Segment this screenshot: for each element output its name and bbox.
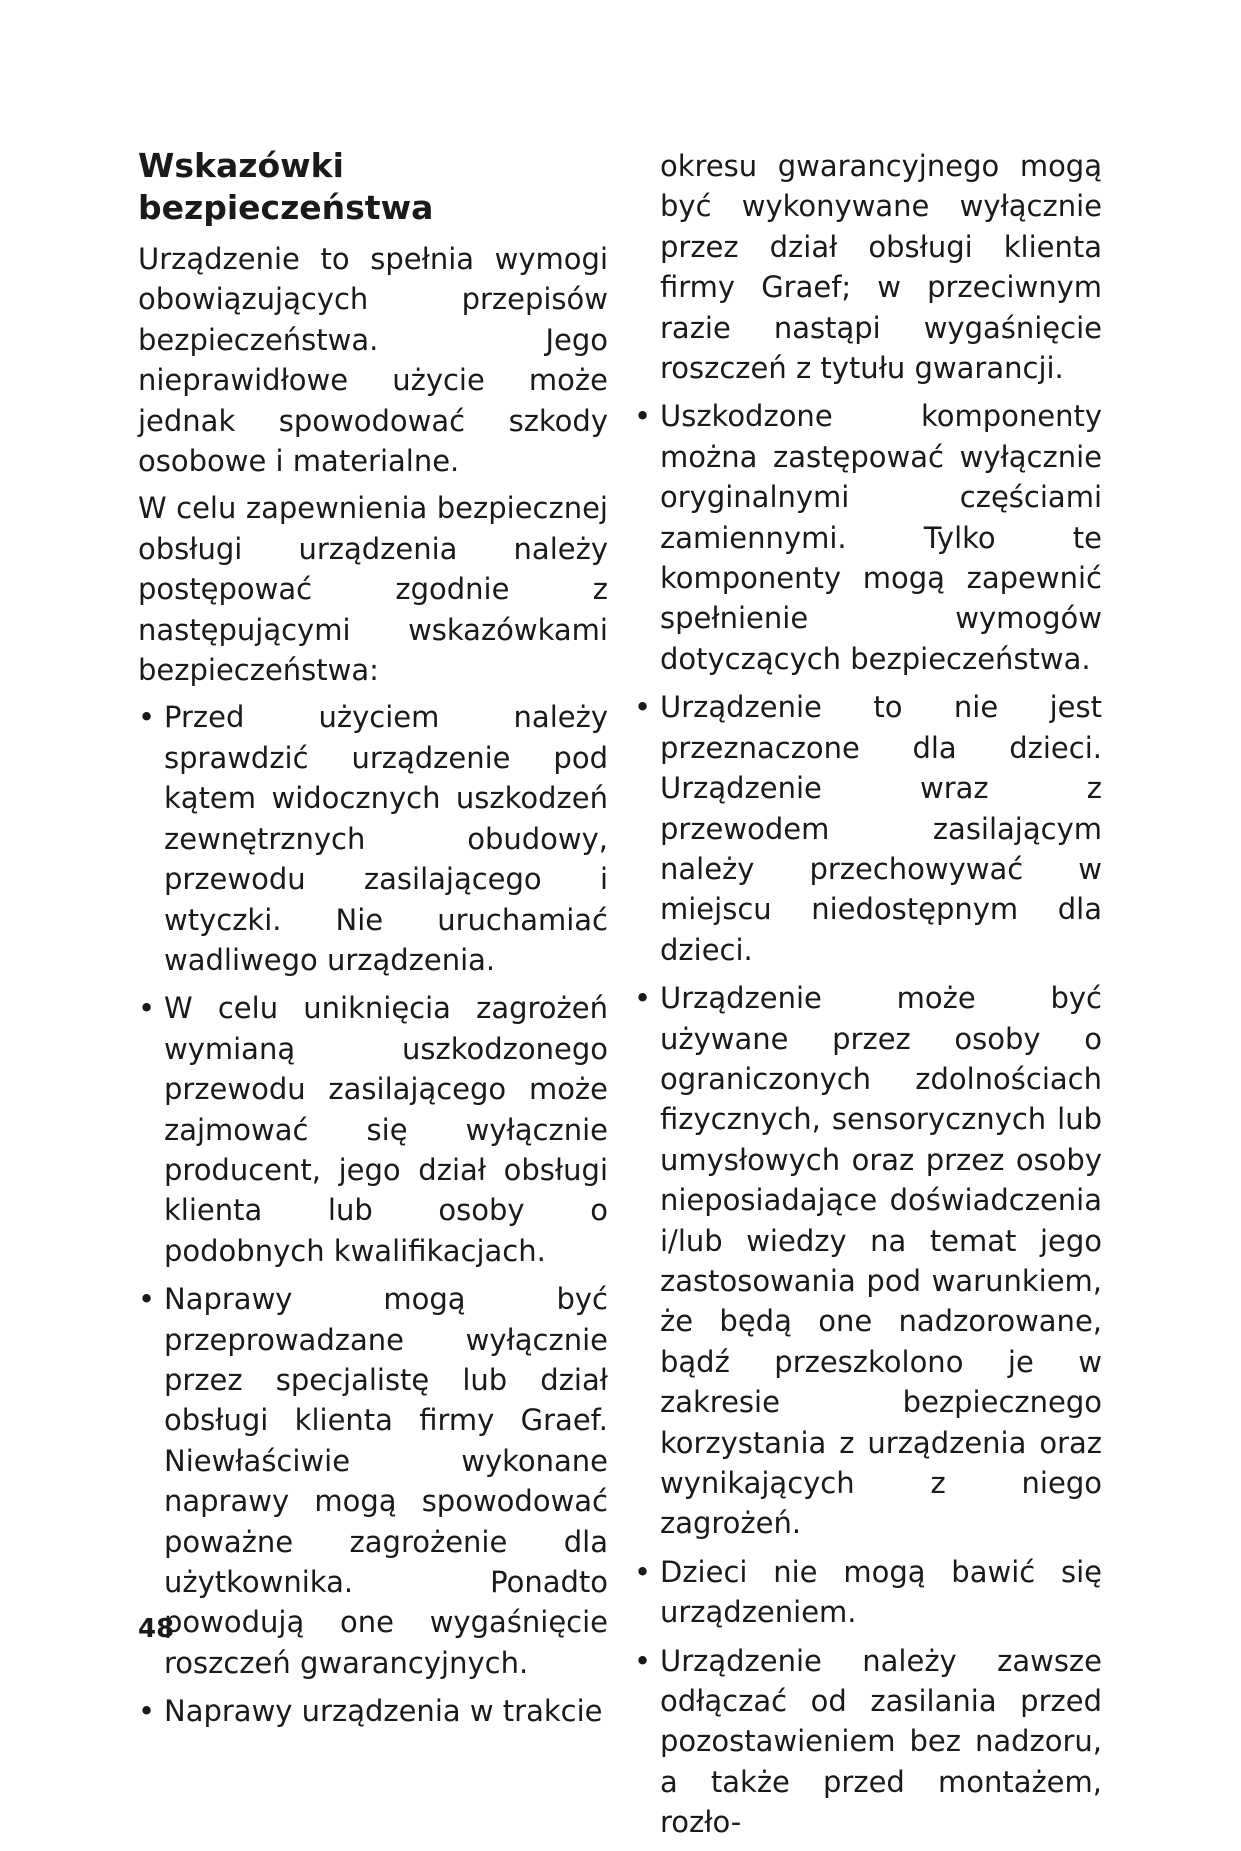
right-column: [634, 146, 1102, 1851]
bullet-icon: •: [138, 700, 156, 735]
list-item: • W celu uniknięcia zagrożeń wymianą uszkodzonego przewodu zasilającego może zajmować się wyłącznie producent, jego dział obsługi klienta lub osoby o podobnych kwalifikacjach.: [138, 988, 608, 1271]
bullet-icon: •: [634, 690, 652, 725]
section-heading: Wskazówki bezpieczeństwa: [138, 146, 434, 227]
safety-list-left: [138, 697, 608, 1731]
safety-list-right: [634, 396, 1102, 1842]
list-item: • Urządzenie może być używane przez osoby o ograniczonych zdolnościach fizycznych, sensorycznych lub umysłowych oraz przez osoby nieposiadające doświadczenia i/lub wiedzy na temat jego zastosowania pod warunkiem, że będą one nadzorowane, bądź przeszkolono je w zakresie bezpiecznego korzystania z urządzenia oraz wynikających z niego zagrożeń.: [634, 978, 1102, 1544]
bullet-icon: •: [634, 399, 652, 434]
bullet-icon: •: [634, 981, 652, 1016]
list-item: • Naprawy mogą być przeprowadzane wyłącznie przez specjalistę lub dział obsługi klienta firmy Graef. Niewłaściwie wykonane naprawy mogą spowodować poważne zagrożenie dla użytkownika. Ponadto powodują one wygaśnięcie roszczeń gwarancyjnych.: [138, 1279, 608, 1683]
bullet-icon: •: [138, 991, 156, 1026]
bullet-icon: •: [634, 1554, 652, 1589]
bullet-icon: •: [634, 1643, 652, 1678]
bullet-icon: •: [138, 1282, 156, 1317]
bullet-icon: •: [138, 1694, 156, 1729]
list-item-continuation: okresu gwarancyjnego mogą być wykonywane wyłącznie przez dział obsługi klienta firmy Graef; w przeciwnym razie nastąpi wygaśnięcie roszczeń z tytułu gwarancji.: [660, 149, 1102, 386]
page-number: 48: [138, 1614, 175, 1644]
list-item: • Naprawy urządzenia w trakcie: [138, 1691, 608, 1731]
list-item: • Urządzenie należy zawsze odłączać od zasilania przed pozostawieniem bez nadzoru, a także przed montażem, rozło-: [634, 1641, 1102, 1843]
list-item: • Przed użyciem należy sprawdzić urządzenie pod kątem widocznych uszkodzeń zewnętrznych obudowy, przewodu zasilającego i wtyczki. Nie uruchamiać wadliwego urządzenia.: [138, 697, 608, 980]
left-column: [138, 145, 608, 1740]
intro-paragraph-1: Urządzenie to spełnia wymogi obowiązujących przepisów bezpieczeństwa. Jego nieprawidłowe użycie może jednak spowodować szkody osobowe i materialne.: [138, 242, 608, 479]
intro-paragraph-2: W celu zapewnienia bezpiecznej obsługi urządzenia należy postępować zgodnie z następującymi wskazówkami bezpieczeństwa:: [138, 491, 608, 688]
list-item: • Uszkodzone komponenty można zastępować wyłącznie oryginalnymi częściami zamiennymi. Tylko te komponenty mogą zapewnić spełnienie wymogów dotyczących bezpieczeństwa.: [634, 396, 1102, 679]
list-item: • Urządzenie to nie jest przeznaczone dla dzieci. Urządzenie wraz z przewodem zasilającym należy przechowywać w miejscu niedostępnym dla dzieci.: [634, 687, 1102, 970]
list-item: • Dzieci nie mogą bawić się urządzeniem.: [634, 1552, 1102, 1633]
